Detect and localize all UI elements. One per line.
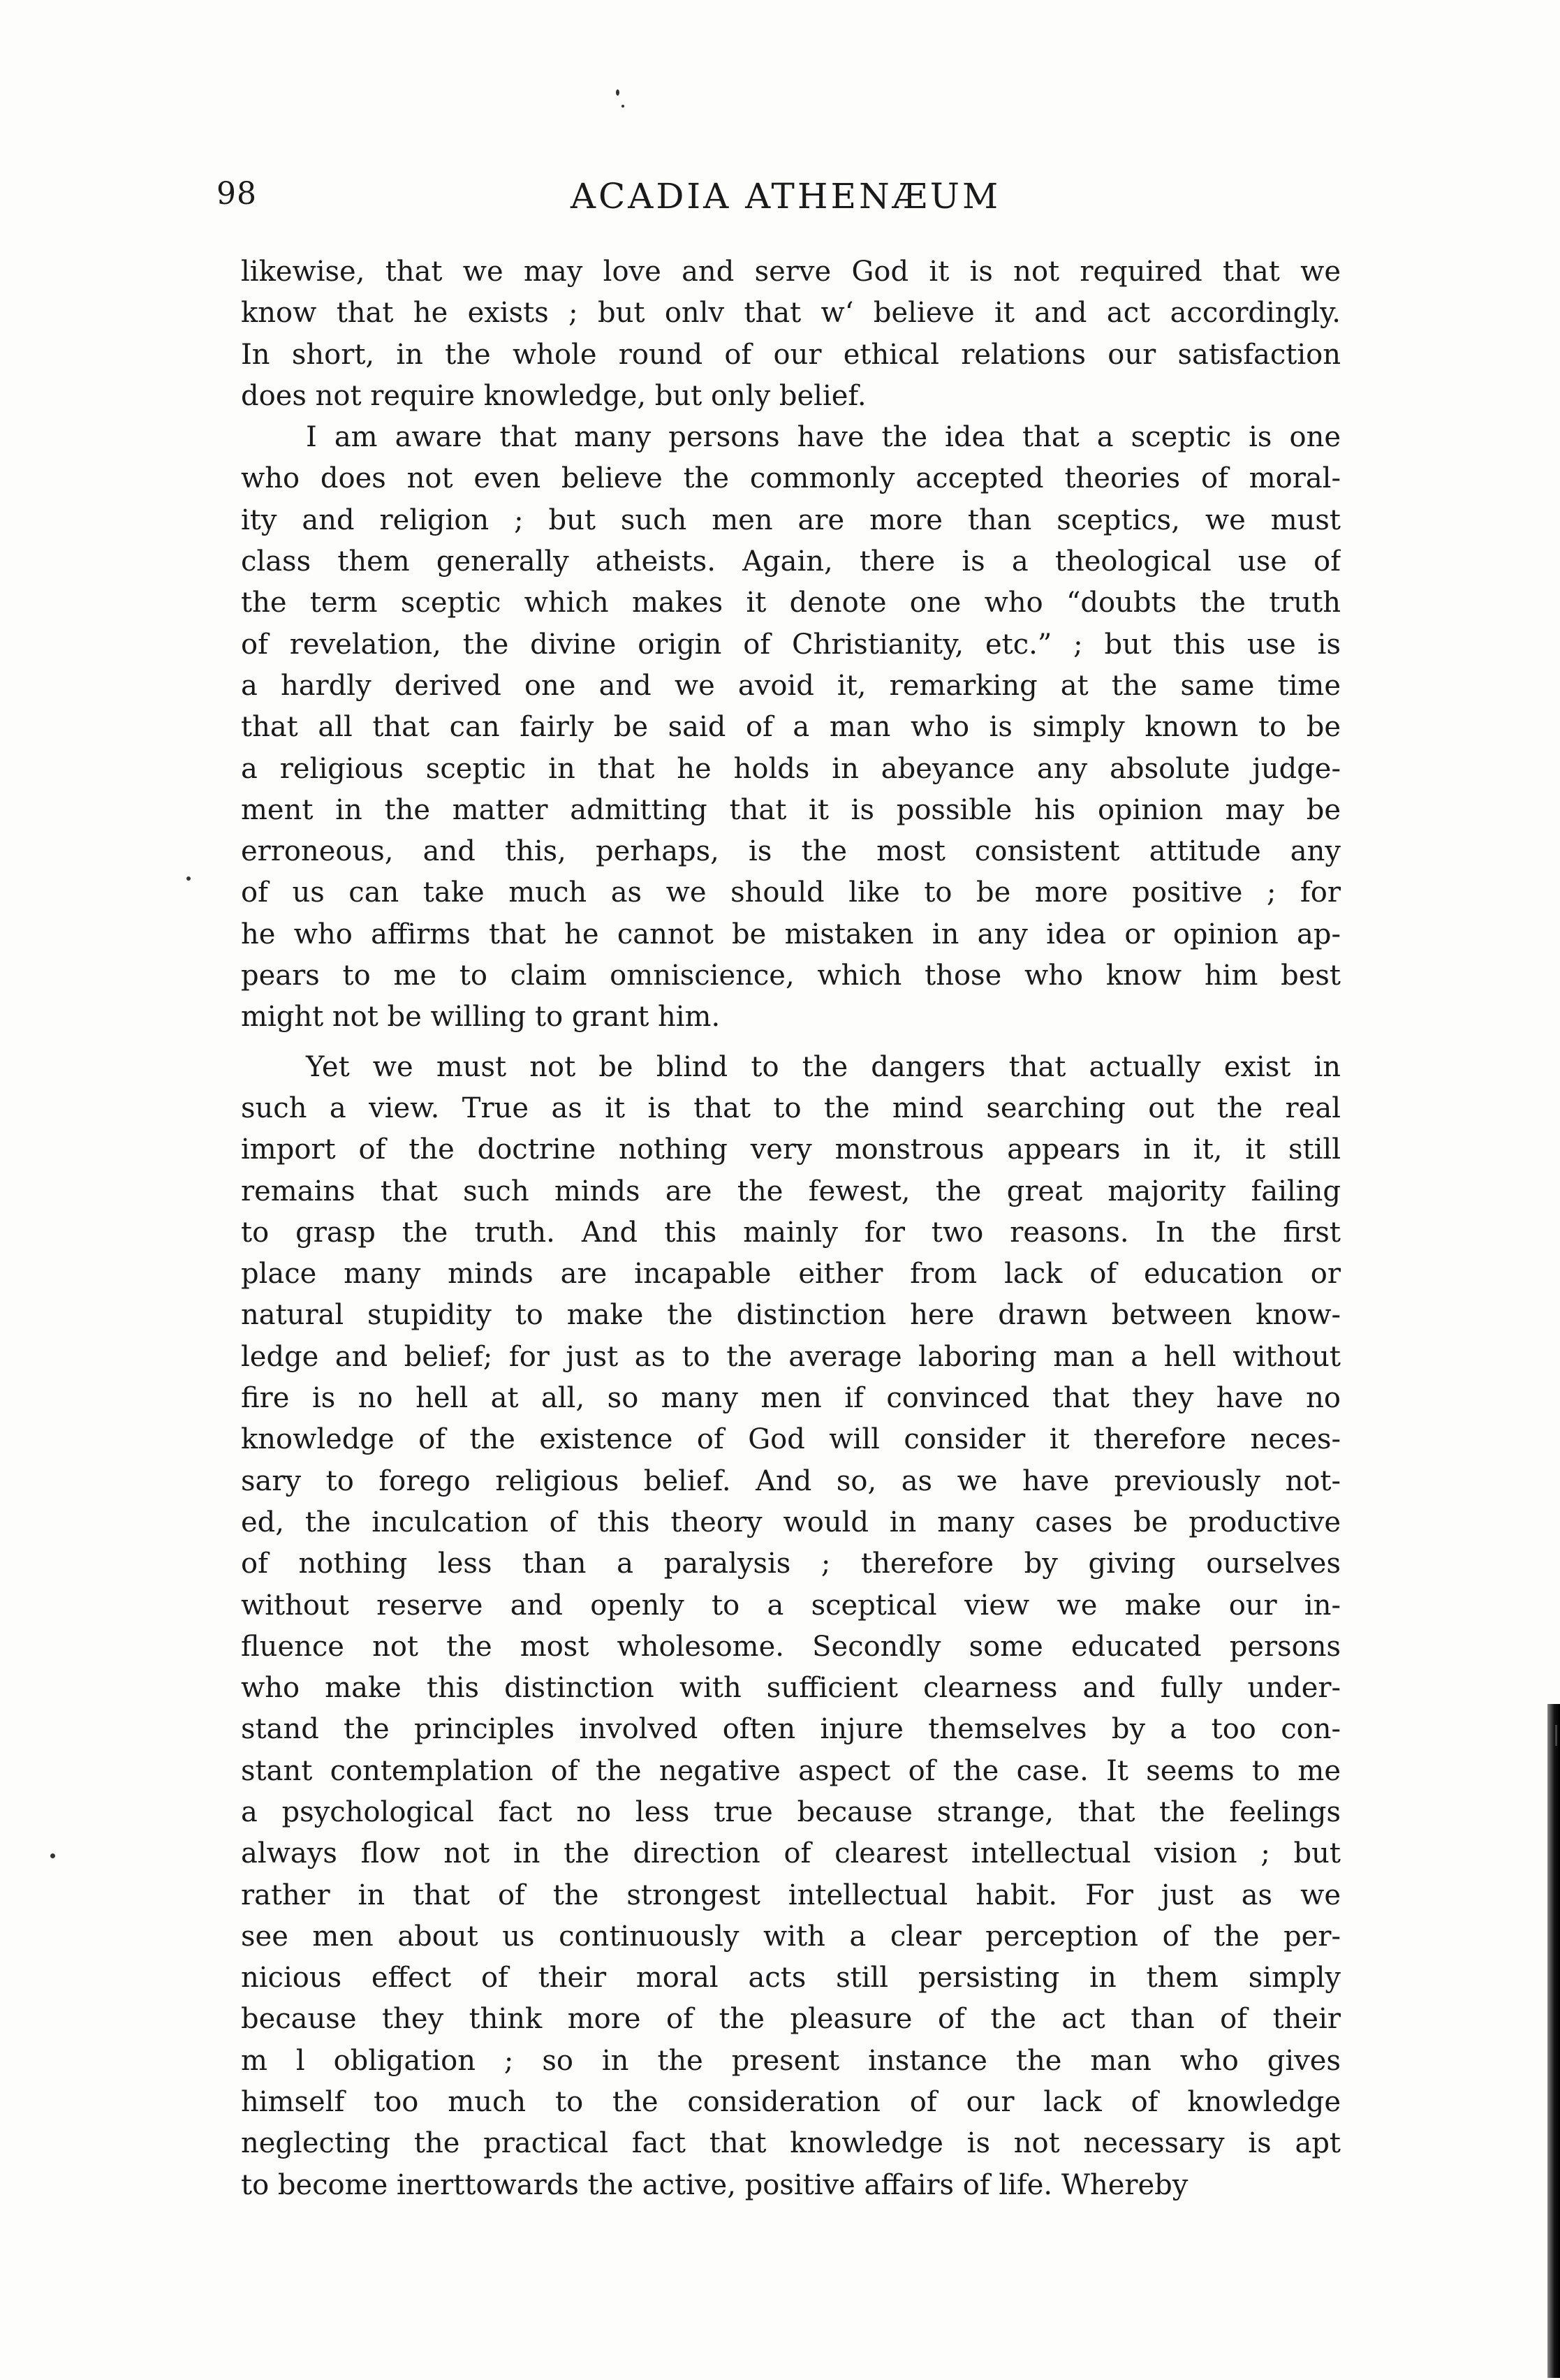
paragraph: [241, 1047, 1341, 2206]
page-number: 98: [216, 176, 257, 212]
text-line: fire is no hell at all, so many men if convinced that they have no: [241, 1382, 1341, 1415]
text-line: because they think more of the pleasure of the act than of their: [241, 2003, 1341, 2036]
text-line: natural stupidity to make the distinction here drawn between know-: [241, 1299, 1341, 1332]
page-header: [216, 176, 1355, 225]
text-line: stand the principles involved often injure themselves by a too con-: [241, 1713, 1341, 1746]
text-line: remains that such minds are the fewest, the great majority failing: [241, 1175, 1341, 1207]
text-line: himself too much to the consideration of our lack of knowledge: [241, 2086, 1341, 2119]
scan-edge-shadow: [1547, 1704, 1560, 2378]
text-line: ment in the matter admitting that it is possible his opinion may be: [241, 793, 1341, 826]
running-head: ACADIA ATHENÆUM: [570, 176, 1001, 216]
text-line: a hardly derived one and we avoid it, remarking at the same time: [241, 669, 1341, 702]
scan-speck: [50, 1853, 55, 1858]
text-line: Yet we must not be blind to the dangers that actually exist in: [306, 1050, 1341, 1083]
paragraph-gap: [241, 1038, 1341, 1047]
text-line: always flow not in the direction of clearest intellectual vision ; but: [241, 1837, 1341, 1870]
text-line: might not be willing to grant him.: [241, 1001, 721, 1034]
scan-speck: [186, 876, 191, 881]
paragraph: [241, 417, 1341, 1038]
text-line: m l obligation ; so in the present instance the man who gives: [241, 2044, 1341, 2077]
text-line: likewise, that we may love and serve God it is not required that we: [241, 256, 1341, 288]
text-line: ledge and belief; for just as to the average laboring man a hell without: [241, 1340, 1341, 1373]
text-line: that all that can fairly be said of a man who is simply known to be: [241, 711, 1341, 744]
text-line: he who affirms that he cannot be mistaken in any idea or opinion ap-: [241, 918, 1341, 950]
text-line: who does not even believe the commonly accepted theories of moral-: [241, 462, 1341, 495]
text-line: of us can take much as we should like to be more positive ; for: [241, 876, 1341, 909]
text-line: the term sceptic which makes it denote one who “doubts the truth: [241, 587, 1341, 619]
text-line: a psychological fact no less true because strange, that the feelings: [241, 1795, 1341, 1828]
text-line: import of the doctrine nothing very monstrous appears in it, it still: [241, 1133, 1341, 1166]
text-line: does not require knowledge, but only belief.: [241, 379, 867, 412]
text-line: see men about us continuously with a clear perception of the per-: [241, 1920, 1341, 1953]
text-line: I am aware that many persons have the idea that a sceptic is one: [306, 421, 1341, 454]
text-line: pears to me to claim omniscience, which those who know him best: [241, 960, 1341, 992]
text-line: of revelation, the divine origin of Christianity, etc.” ; but this use is: [241, 628, 1341, 661]
text-line: fluence not the most wholesome. Secondly some educated persons: [241, 1630, 1341, 1663]
text-line: a religious sceptic in that he holds in abeyance any absolute judge-: [241, 752, 1341, 785]
text-line: erroneous, and this, perhaps, is the most consistent attitude any: [241, 835, 1341, 868]
text-line: know that he exists ; but onlv that w‘ believe it and act accordingly.: [241, 297, 1341, 330]
text-line: who make this distinction with sufficient clearness and fully under-: [241, 1672, 1341, 1705]
text-line: to grasp the truth. And this mainly for two reasons. In the first: [241, 1216, 1341, 1249]
scan-speck: [616, 89, 619, 96]
text-line: sary to forego religious belief. And so, as we have previously not-: [241, 1464, 1341, 1497]
text-line: without reserve and openly to a sceptical view we make our in-: [241, 1589, 1341, 1622]
text-line: nicious effect of their moral acts still persisting in them simply: [241, 1962, 1341, 1995]
text-line: place many minds are incapable either from lack of education or: [241, 1258, 1341, 1291]
text-line: of nothing less than a paralysis ; therefore by giving ourselves: [241, 1548, 1341, 1580]
text-line: In short, in the whole round of our ethical relations our satisfaction: [241, 338, 1341, 371]
text-line: ity and religion ; but such men are more than sceptics, we must: [241, 504, 1341, 536]
paragraph: [241, 251, 1341, 417]
text-line: to become inerttowards the active, positive affairs of life. Whereby: [241, 2168, 1189, 2201]
scan-speck: [621, 105, 624, 108]
scan-edge-mark: [1555, 1725, 1557, 1746]
text-line: neglecting the practical fact that knowledge is not necessary is apt: [241, 2127, 1341, 2160]
text-line: ed, the inculcation of this theory would in many cases be productive: [241, 1506, 1341, 1538]
article-body: [241, 251, 1341, 2206]
text-line: stant contemplation of the negative aspect of the case. It seems to me: [241, 1754, 1341, 1787]
text-line: such a view. True as it is that to the mind searching out the real: [241, 1092, 1341, 1124]
text-line: rather in that of the strongest intellectual habit. For just as we: [241, 1879, 1341, 1911]
text-line: class them generally atheists. Again, there is a theological use of: [241, 545, 1341, 578]
text-line: knowledge of the existence of God will consider it therefore neces-: [241, 1423, 1341, 1456]
